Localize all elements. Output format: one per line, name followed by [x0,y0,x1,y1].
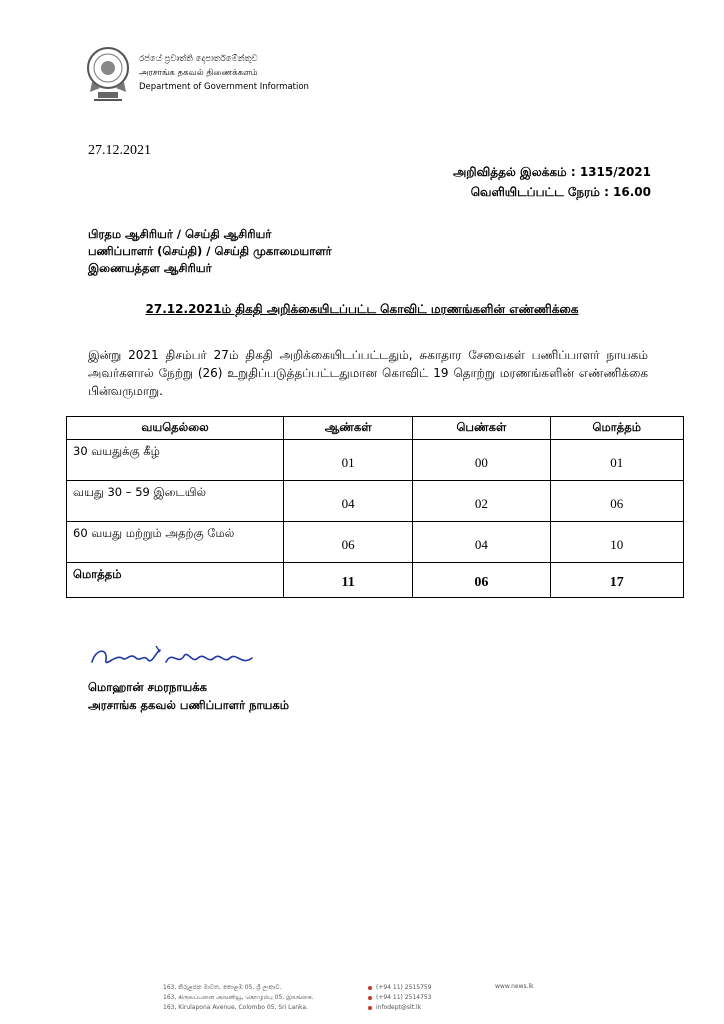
footer-email: infodept@slt.lk [368,1003,432,1013]
male-count-cell: 06 [284,522,413,563]
total-count-cell: 01 [550,440,683,481]
footer-address-english: 163, Kirulapona Avenue, Colombo 05, Sri Lanka. [163,1004,308,1011]
age-group-cell: 60 வயது மற்றும் அதற்கு மேல் [67,522,284,563]
document-title: 27.12.2021ம் திகதி அறிக்கையிடப்பட்ட கொவிட் மரணங்களின் எண்ணிக்கை [145,302,579,316]
department-name-tamil: அரசாங்க தகவல் திணைக்களம் [139,68,258,78]
footer-address [163,983,314,1013]
release-number: அறிவித்தல் இலக்கம் : 1315/2021 [452,165,651,179]
footer-address-tamil: 163, கிருலப்பனை அவனியூ, கொழும்பு 05, இலங்கை. [163,994,314,1001]
addressee-line: இணையத்தள ஆசிரியர் [88,261,212,275]
female-count-cell: 04 [413,522,550,563]
addressee-line: பிரதம ஆசிரியர் / செய்தி ஆசிரியர் [88,227,272,241]
footer-fax: (+94 11) 2514753 [368,993,432,1003]
department-name-english: Department of Government Information [139,82,309,92]
grand-total-cell: 17 [550,563,683,598]
table-row [67,522,684,563]
department-name [139,52,309,94]
release-time: வெளியிடப்பட்ட நேரம் : 16.00 [470,185,651,199]
footer-address-sinhala: 163, කිරුළපන මාවත, කොළඹ 05, ශ්‍රී ලංකාව. [163,984,282,991]
age-group-cell: வயது 30 – 59 இடையில் [67,481,284,522]
female-count-cell: 02 [413,481,550,522]
male-count-cell: 04 [284,481,413,522]
email-icon [368,1006,372,1010]
table-header-row [67,417,684,440]
header-male: ஆண்கள் [284,417,413,440]
fax-icon [368,996,372,1000]
phone-icon [368,986,372,990]
government-emblem-logo [84,44,132,104]
release-info [453,162,651,202]
total-count-cell: 06 [550,481,683,522]
document-date: 27.12.2021 [88,143,151,158]
total-label-cell: மொத்தம் [67,563,284,598]
header-total: மொத்தம் [550,417,683,440]
male-total-cell: 11 [284,563,413,598]
female-total-cell: 06 [413,563,550,598]
deaths-table [66,416,684,598]
table-row [67,440,684,481]
footer-website: www.news.lk [495,983,534,990]
female-count-cell: 00 [413,440,550,481]
signer-name: மொஹான் சமரநாயக்க [88,680,207,694]
total-count-cell: 10 [550,522,683,563]
footer-contacts [368,983,432,1013]
footer-phone: (+94 11) 2515759 [368,983,432,993]
header-age-group: வயதெல்லை [67,417,284,440]
intro-paragraph: இன்று 2021 திசம்பர் 27ம் திகதி அறிக்கையிடப்பட்டதும், சுகாதார சேவைகள் பணிப்பாளர் நாயகம் அவர்களால் நேற்று (26) உறுதிப்படுத்தப்பட்டதுமான கொவிட் 19 தொற்று மரணங்களின் எண்ணிக்கை பின்வருமாறு. [88,348,648,398]
signer-block [88,678,289,714]
age-group-cell: 30 வயதுக்கு கீழ் [67,440,284,481]
signer-title: அரசாங்க தகவல் பணிப்பாளர் நாயகம் [88,698,289,712]
department-name-sinhala: රජයේ ප්‍රවෘත්ති දෙපාර්තමේන්තුව [139,54,258,64]
addressee-line: பணிப்பாளர் (செய்தி) / செய்தி முகாமையாளர் [88,244,332,258]
male-count-cell: 01 [284,440,413,481]
table-total-row [67,563,684,598]
table-row [67,481,684,522]
header-female: பெண்கள் [413,417,550,440]
handwritten-signature [86,640,261,676]
addressee-list [88,226,332,277]
